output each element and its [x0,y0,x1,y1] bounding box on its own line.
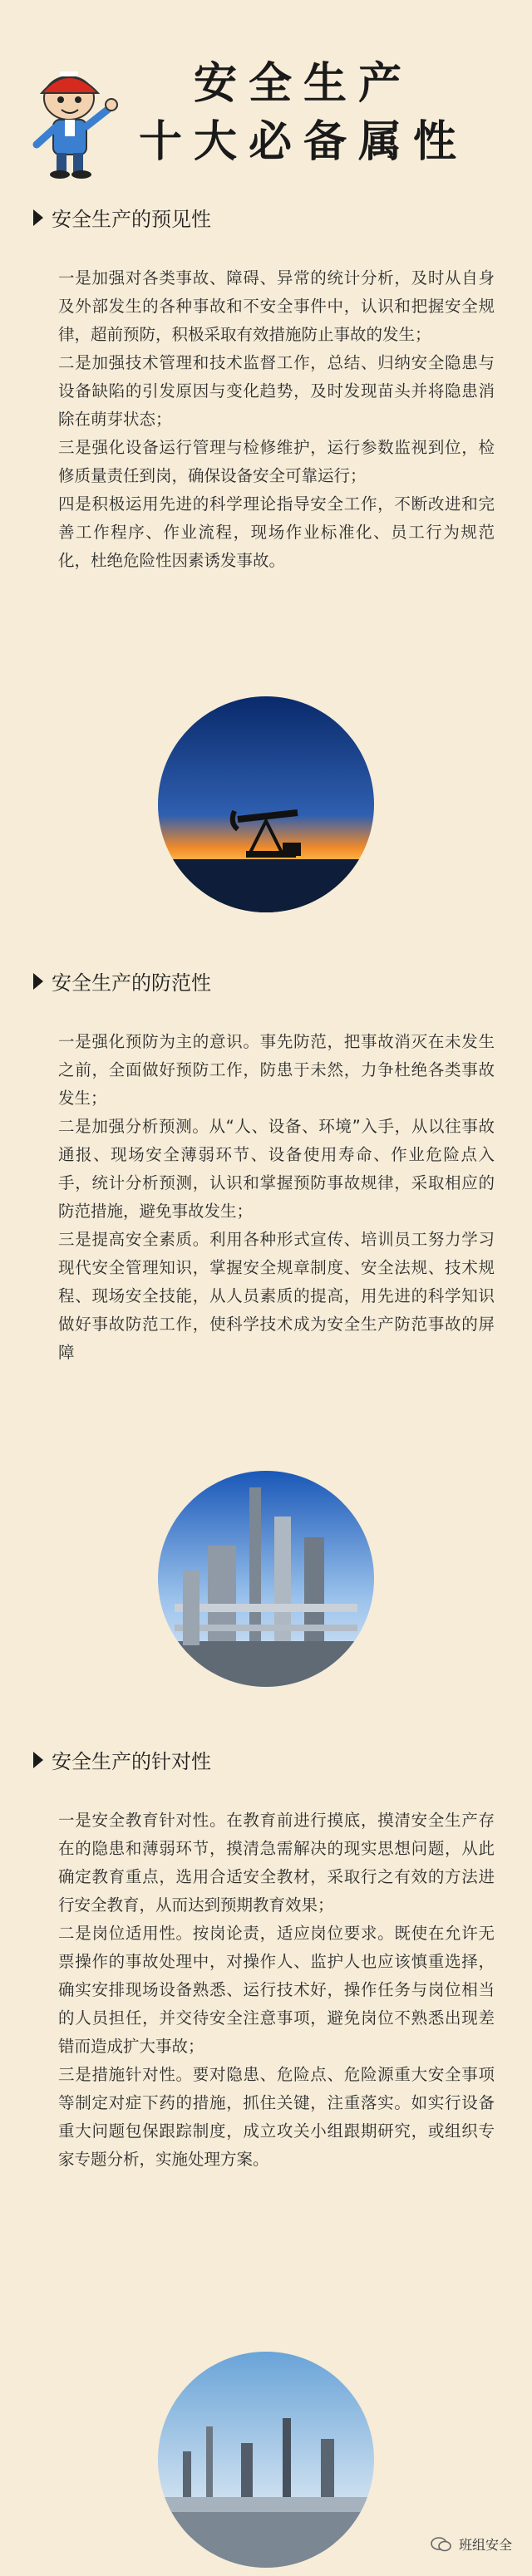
page-title-line-2: 十大必备属性 [138,117,468,167]
section-paragraph-3: 一是安全教育针对性。在教育前进行摸底，摸清安全生产存在的隐患和薄弱环节，摸清急需解决的现实思想问题，从此确定教育重点，选用合适安全教材，采取行之有效的方法进行安全教育，从而达到预期教育效果； 二是岗位适用性。按岗论责，适应岗位要求。既使在允许无票操作的事故处理中，对操作人、监护人也应该慎重选择，确实安排现场设备熟悉、运行技术好，操作任务与岗位相当的人员担任，并交待安全注意事项，避免岗位不熟悉出现差错而造成扩大事故； 三是措施针对性。要对隐患、危险点、危险源重大安全事项等制定对症下药的措施，抓住关键，注重落实。如实行设备重大问题包保跟踪制度，成立攻关小组跟期研究，或组织专家专题分析，实施处理方案。 [58,1811,495,2169]
footer-watermark [431,2534,512,2554]
arrow-icon [33,209,43,226]
industrial-plant-image [158,2352,374,2568]
refinery-towers-image [158,1471,374,1687]
section-heading-text: 安全生产的针对性 [52,1750,211,1773]
section-heading-3 [33,1745,211,1774]
wechat-icon [431,2536,452,2553]
arrow-icon [33,1752,43,1768]
section-heading-text: 安全生产的防范性 [52,971,211,995]
section-heading-text: 安全生产的预见性 [52,208,211,231]
section-heading-2 [33,966,211,995]
section-paragraph-1: 一是加强对各类事故、障碍、异常的统计分析，及时从自身及外部发生的各种事故和不安全事件中，认识和把握安全规律，超前预防，积极采取有效措施防止事故的发生； 二是加强技术管理和技术监督工作，总结、归纳安全隐患与设备缺陷的引发原因与变化趋势，及时发现苗头并将隐患消除在萌芽状态； 三是强化设备运行管理与检修维护，运行参数监视到位，检修质量责任到岗，确保设备安全可靠运行； 四是积极运用先进的科学理论指导安全工作，不断改进和完善工作程序、作业流程，现场作业标准化、员工行为规范化，杜绝危险性因素诱发事故。 [58,268,495,570]
section-paragraph-2: 一是强化预防为主的意识。事先防范，把事故消灭在未发生之前，全面做好预防工作，防患于未然，力争杜绝各类事故发生； 二是加强分析预测。从“人、设备、环境”入手，从以往事故通报、现场安全薄弱环节、设备使用寿命、作业危险点入手，统计分析预测，认识和掌握预防事故规律，采取相应的防范措施，避免事故发生； 三是提高安全素质。利用各种形式宣传、培训员工努力学习现代安全管理知识，掌握安全规章制度、安全法规、技术规程、现场安全技能，从人员素质的提高，用先进的科学知识做好事故防范工作，使科学技术成为安全生产防范事故的屏障 [58,1032,495,1362]
page-title-line-1: 安全生产 [193,59,413,109]
section-heading-1 [33,203,211,232]
oil-pump-sunset-image [158,696,374,912]
safety-mascot-icon [23,65,123,181]
header [0,0,532,191]
arrow-icon [33,973,43,990]
account-name: 班组安全 [458,2537,512,2553]
